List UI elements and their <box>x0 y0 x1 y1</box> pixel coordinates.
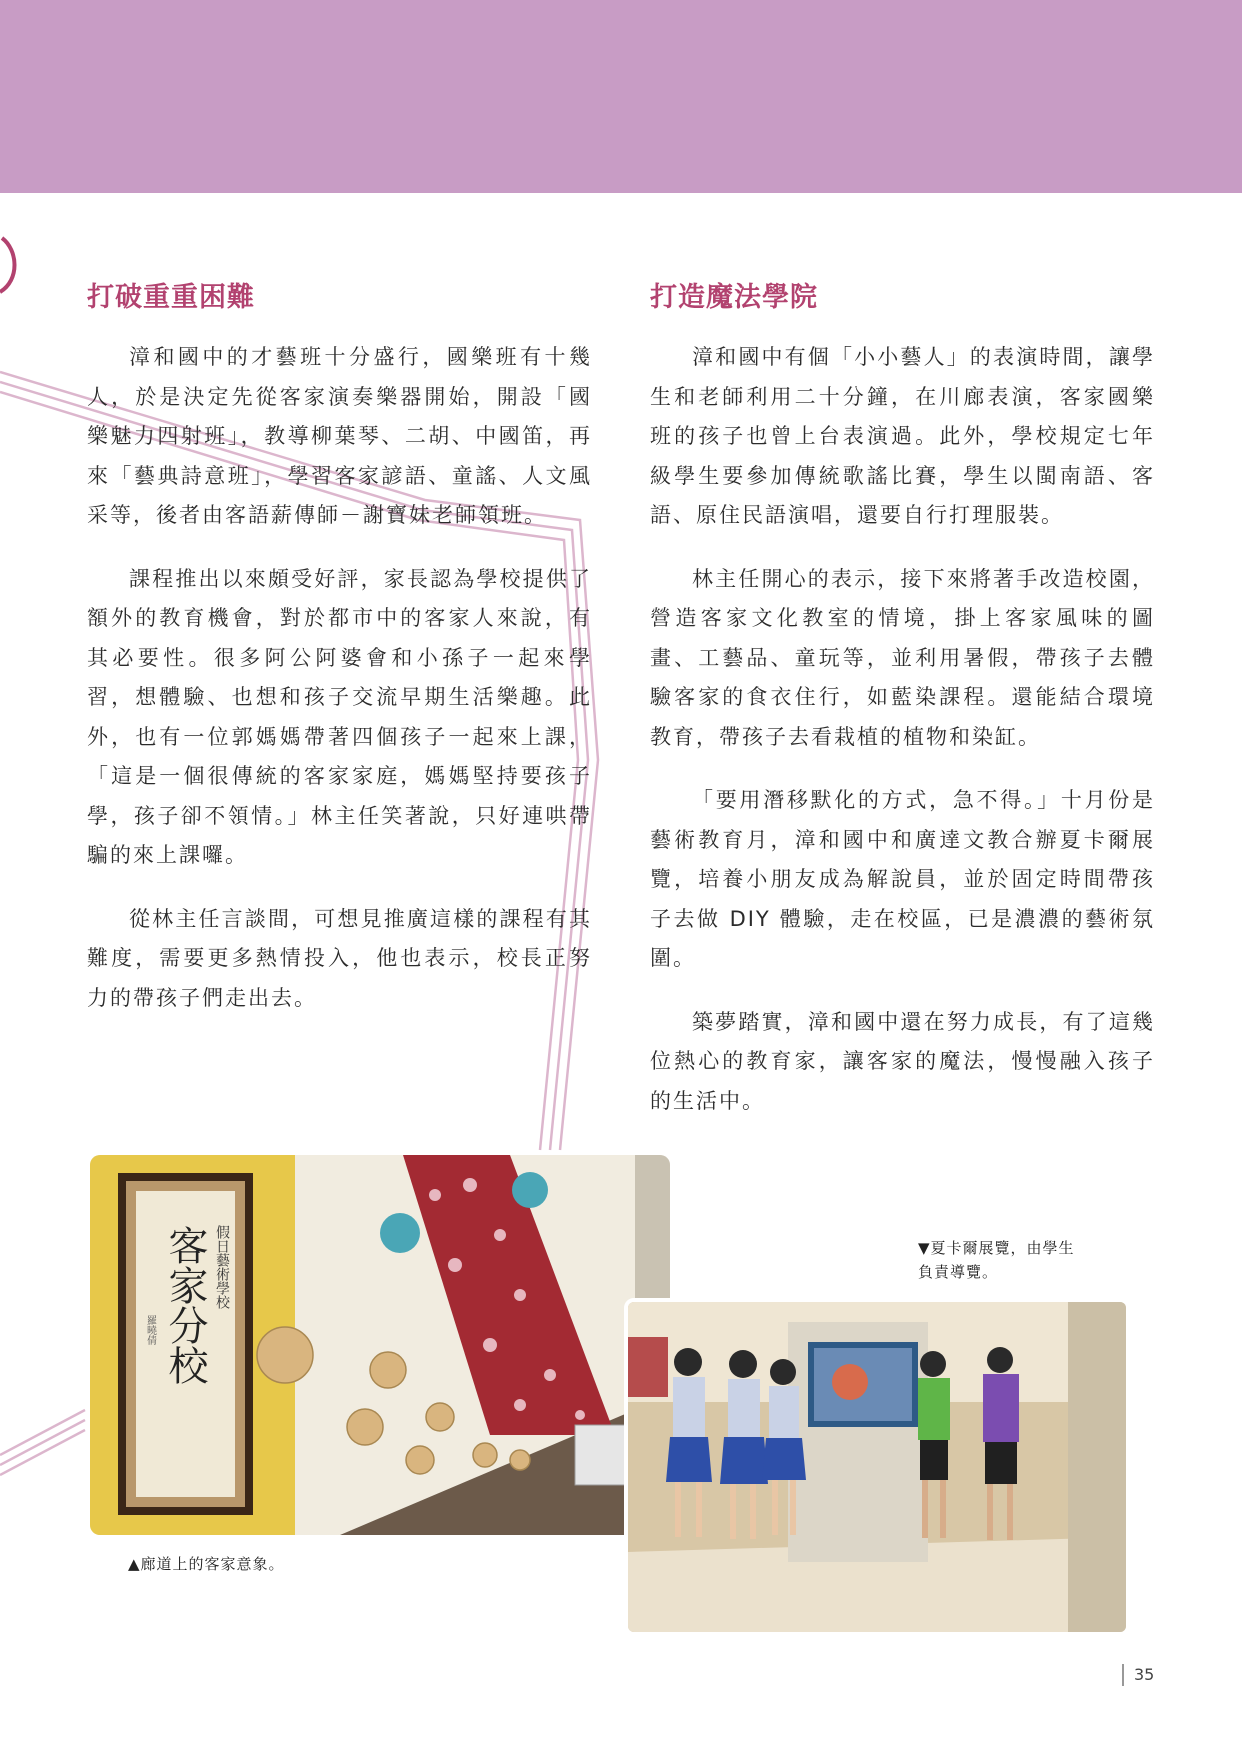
caption-line: ▼夏卡爾展覽，由學生 <box>918 1239 1075 1257</box>
corridor-photo <box>90 1155 670 1535</box>
paragraph: 「要用潛移默化的方式，急不得。」十月份是藝術教育月，漳和國中和廣達文教合辦夏卡爾展覽，培養小朋友成為解說員，並於固定時間帶孩子去做 DIY 體驗，走在校區，已是濃濃的藝術氛圍。 <box>650 788 1155 970</box>
paragraph: 漳和國中的才藝班十分盛行，國樂班有十幾人，於是決定先從客家演奏樂器開始，開設「國樂魅力四射班」，教導柳葉琴、二胡、中國笛，再來「藝典詩意班」，學習客家諺語、童謠、人文風采等，後者由客語薪傳師－謝寶妹老師領班。 <box>87 345 592 527</box>
section-heading-right: 打造魔法學院 <box>650 282 818 313</box>
photo-caption-right <box>918 1236 1118 1284</box>
paragraph: 築夢踏實，漳和國中還在努力成長，有了這幾位熱心的教育家，讓客家的魔法，慢慢融入孩子的生活中。 <box>650 1009 1155 1113</box>
calligraphy-signature: 羅曉倩 <box>144 1315 156 1345</box>
paragraph: 課程推出以來頗受好評，家長認為學校提供了額外的教育機會，對於都市中的客家人來說，有其必要性。很多阿公阿婆會和小孫子一起來學習，想體驗、也想和孩子交流早期生活樂趣。此外，也有一位郭媽媽帶著四個孩子一起來上課，「這是一個很傳統的客家家庭，媽媽堅持要孩子學，孩子卻不領情。」林主任笑著說，只好連哄帶騙的來上課囉。 <box>87 566 592 867</box>
top-banner <box>0 0 1242 193</box>
page-number: 35 <box>1122 1664 1154 1686</box>
calligraphy-side: 假日藝術學校 <box>214 1225 230 1309</box>
paragraph: 從林主任言談間，可想見推廣這樣的課程有其難度，需要更多熱情投入，他也表示，校長正努力的帶孩子們走出去。 <box>87 906 592 1010</box>
paragraph: 漳和國中有個「小小藝人」的表演時間，讓學生和老師利用二十分鐘，在川廊表演，客家國樂班的孩子也曾上台表演過。此外，學校規定七年級學生要參加傳統歌謠比賽，學生以閩南語、客語、原住民語演唱，還要自行打理服裝。 <box>650 345 1155 527</box>
left-column <box>87 275 592 1042</box>
exhibition-photo <box>624 1298 1130 1636</box>
section-heading-left: 打破重重困難 <box>87 282 255 313</box>
caption-line: 負責導覽。 <box>918 1263 999 1281</box>
calligraphy-main: 客家分校 <box>162 1225 208 1385</box>
photo-caption-left: ▲廊道上的客家意象。 <box>128 1555 285 1573</box>
right-column <box>650 275 1155 1145</box>
paragraph: 林主任開心的表示，接下來將著手改造校園，營造客家文化教室的情境，掛上客家風味的圖畫、工藝品、童玩等，並利用暑假，帶孩子去體驗客家的食衣住行，如藍染課程。還能結合環境教育，帶孩子去看栽植的植物和染缸。 <box>650 566 1155 749</box>
